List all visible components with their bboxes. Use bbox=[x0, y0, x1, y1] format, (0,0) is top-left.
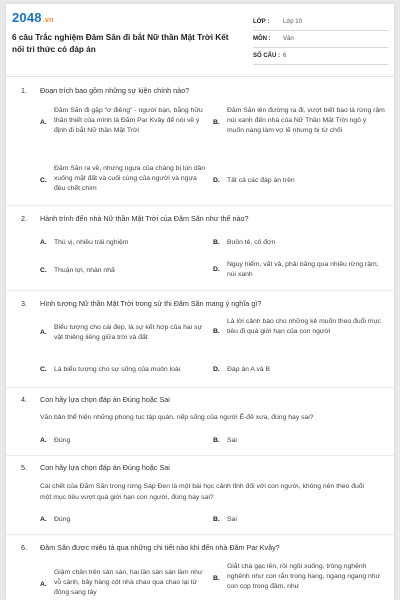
question-text: Con hãy lựa chọn đáp án Đúng hoặc Sai bbox=[40, 463, 170, 472]
question-divider bbox=[6, 455, 394, 456]
meta-row-count bbox=[253, 48, 388, 65]
question-divider bbox=[6, 205, 394, 206]
question-number: 5. bbox=[21, 463, 27, 472]
option-text: Tất cả các đáp án trên bbox=[227, 177, 295, 184]
option-text: Giắt chà gạc lên, rồi ngồi xuống, tròng nghênh nghênh như con rắn trong hang, ngang ngang như con cọp trong đầm, như bbox=[227, 563, 381, 590]
meta-label: SỐ CÂU : bbox=[253, 53, 280, 59]
option-text: Đúng bbox=[54, 516, 71, 523]
quiz-meta bbox=[253, 14, 388, 65]
option-key: B. bbox=[213, 516, 220, 523]
meta-label: MÔN : bbox=[253, 36, 271, 42]
option-text: Biểu tượng cho cái đẹp, là sự kết hợp của hai sự vật thiêng liêng giữa trời và đất bbox=[54, 324, 203, 341]
question-statement: Cái chết của Đăm Săn trong rừng Sáp Đen là một bài học cảnh tỉnh đối với con người, không nên theo đuổi một mục tiêu vượt quá giới hạn con người, đúng hay sai? bbox=[40, 483, 365, 501]
quiz-page bbox=[6, 4, 394, 600]
option-text: Là lời cảnh báo cho những kẻ muốn theo đuổi mục tiêu đi quá giới hạn của con người bbox=[227, 318, 381, 335]
option-text: Sai bbox=[227, 437, 237, 444]
option-key: B. bbox=[213, 239, 220, 246]
option-key: D. bbox=[213, 266, 220, 273]
option-key: B. bbox=[213, 328, 220, 335]
question-number: 2. bbox=[21, 214, 27, 223]
question-text: Đoạn trích bao gồm những sự kiện chính nào? bbox=[40, 86, 190, 95]
option-text: Là biểu tượng cho sự sống của muôn loài bbox=[54, 366, 181, 373]
meta-row-class bbox=[253, 14, 388, 31]
site-logo[interactable]: 2048.vn bbox=[12, 10, 54, 25]
option-key: D. bbox=[213, 366, 220, 373]
option-key: A. bbox=[40, 437, 47, 444]
meta-label: LỚP : bbox=[253, 19, 270, 25]
question-number: 4. bbox=[21, 395, 27, 404]
option-key: B. bbox=[213, 119, 220, 126]
option-key: B. bbox=[213, 575, 220, 582]
question-divider bbox=[6, 534, 394, 535]
option-text: Đăm Săn lên đường ra đi, vượt biết bao là rừng rậm núi xanh đến nhà của Nữ Thần Mặt Trời ngỏ ý muốn nàng làm vợ lẽ nhưng bị từ chối bbox=[227, 107, 385, 134]
option-text: Buồn tẻ, cô đơn bbox=[227, 239, 276, 246]
meta-value: Lớp 10 bbox=[283, 19, 302, 25]
option-key: A. bbox=[40, 239, 47, 246]
question-text: Con hãy lựa chọn đáp án Đúng hoặc Sai bbox=[40, 395, 170, 404]
option-key: D. bbox=[213, 177, 220, 184]
page-title: 6 câu Trắc nghiệm Đăm Săn đi bắt Nữ thần Mặt Trời Kết nối tri thức có đáp án bbox=[12, 33, 229, 54]
option-text: Sai bbox=[227, 516, 237, 523]
option-key: C. bbox=[40, 177, 47, 184]
option-text: Đúng bbox=[54, 437, 71, 444]
option-key: A. bbox=[40, 119, 47, 126]
question-number: 3. bbox=[21, 299, 27, 308]
meta-value: Văn bbox=[283, 36, 294, 42]
question-number: 1. bbox=[21, 86, 27, 95]
option-key: A. bbox=[40, 581, 47, 588]
question-text: Hành trình đến nhà Nữ thần Mặt Trời của Đăm Săn như thế nào? bbox=[40, 214, 249, 223]
option-text: Đăm Săn ra về, nhưng ngựa của chàng bị lún dần xuống mặt đất và cuối cùng của người và ngựa đều chết chìm bbox=[54, 165, 206, 192]
question-text: Đăm Săn được miêu tả qua những chi tiết nào khi đến nhà Đăm Par Kvây? bbox=[40, 543, 280, 552]
question-divider bbox=[6, 387, 394, 388]
option-text: Thuận lợi, nhàn nhã bbox=[54, 267, 115, 274]
question-statement: Văn bản thể hiện những phong tục tập quán, nếp sống của người Ê-đê xưa, đúng hay sai? bbox=[40, 414, 314, 421]
option-text: Giậm chân trên sàn sàn, hai lần sàn sàn làm như vỗ cánh, bảy hàng cột nhà chao qua chao lại từ đông sang tây bbox=[54, 569, 203, 596]
question-text: Hình tượng Nữ thần Mặt Trời trong sử thi Đăm Săn mang ý nghĩa gì? bbox=[40, 299, 262, 308]
option-key: C. bbox=[40, 366, 47, 373]
option-key: A. bbox=[40, 516, 47, 523]
question-number: 6. bbox=[21, 543, 27, 552]
header-divider bbox=[6, 76, 394, 77]
question-divider bbox=[6, 290, 394, 291]
page-header bbox=[6, 4, 394, 74]
meta-row-subject bbox=[253, 31, 388, 48]
meta-value: 6 bbox=[283, 53, 287, 59]
option-text: Đáp án A và B bbox=[227, 366, 271, 373]
option-text: Thú vị, nhiều trải nghiệm bbox=[54, 239, 129, 246]
option-key: A. bbox=[40, 329, 47, 336]
option-text: Nguy hiểm, vất vả, phải băng qua nhiều rừng rậm, núi xanh bbox=[227, 261, 379, 278]
option-text: Đăm Săn đi gặp "ơ điêng" - người bạn, bằng hữu thân thiết của mình là Đăm Par Kvây để nói về ý định đi bắt Nữ thần Mặt Trời bbox=[54, 107, 203, 134]
option-key: C. bbox=[40, 267, 47, 274]
option-key: B. bbox=[213, 437, 220, 444]
